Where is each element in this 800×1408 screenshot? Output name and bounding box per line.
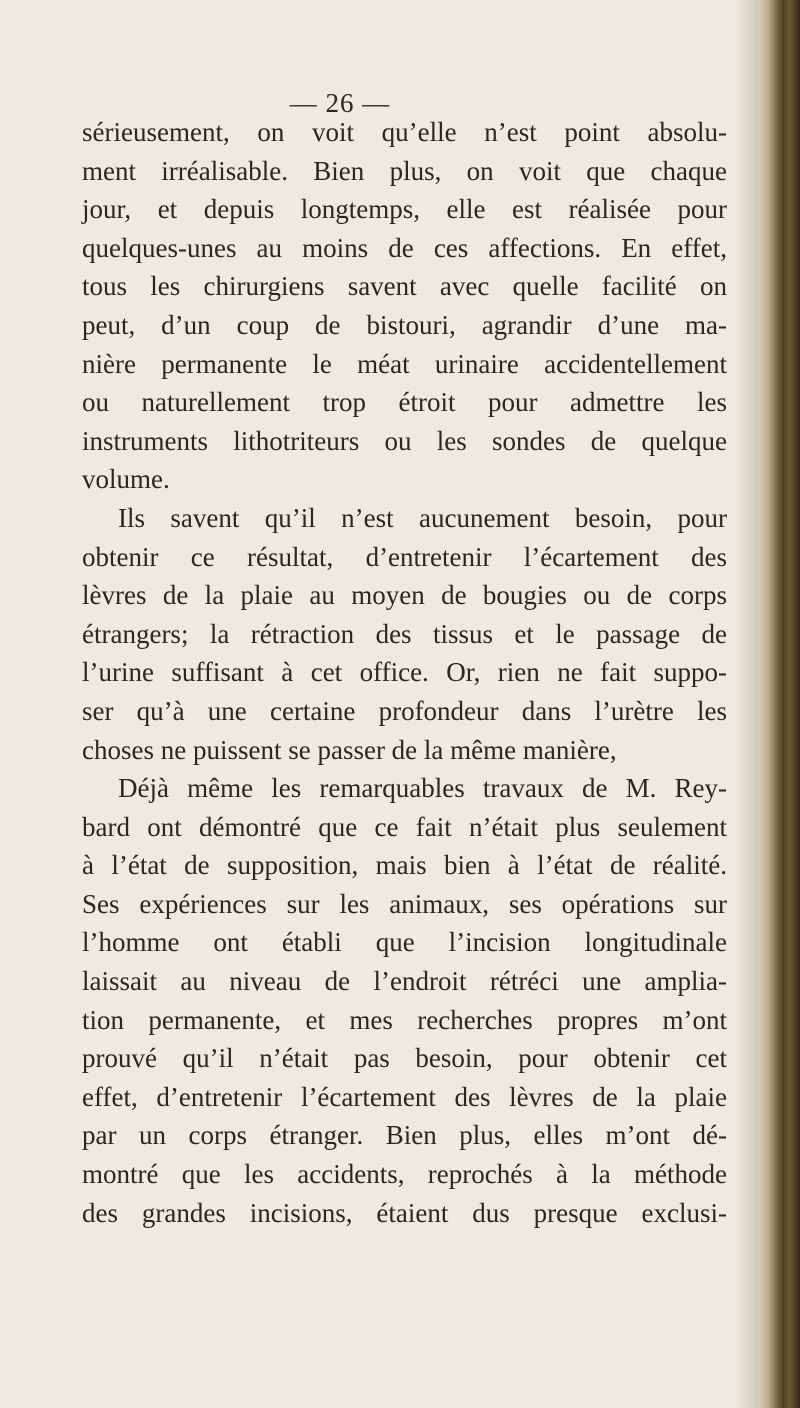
text-line: instruments lithotriteurs ou les sondes de quelque [82,425,727,456]
text-line: ment irréalisable. Bien plus, on voit que chaque [82,155,727,186]
text-line: bard ont démontré que ce fait n’était plus seulement [82,811,727,842]
text-line: Ses expériences sur les animaux, ses opérations sur [82,888,727,919]
text-line: choses ne puissent se passer de la même manière, [82,734,617,765]
binding-shadow [736,0,758,1408]
text-line: ser qu’à une certaine profondeur dans l’urètre les [82,695,727,726]
page-number: — 26 — [289,88,391,118]
text-line: tion permanente, et mes recherches propres m’ont [82,1004,727,1035]
text-line: montré que les accidents, reprochés à la méthode [82,1159,727,1190]
text-line: quelques-unes au moins de ces affections. En effet, [82,232,727,263]
text-line: l’homme ont établi que l’incision longitudinale [82,927,727,958]
text-line: volume. [82,464,170,495]
text-line: Déjà même les remarquables travaux de M. Rey- [118,773,727,804]
text-line: Ils savent qu’il n’est aucunement besoin, pour [118,502,727,533]
text-line: sérieusement, on voit qu’elle n’est point absolu- [82,117,727,147]
text-line: obtenir ce résultat, d’entretenir l’écartement des [82,541,727,572]
text-line: effet, d’entretenir l’écartement des lèvres de la plaie [82,1081,727,1112]
text-line: prouvé qu’il n’était pas besoin, pour obtenir cet [82,1043,727,1074]
body-text [82,113,727,1232]
text-line: par un corps étranger. Bien plus, elles m’ont dé- [82,1120,727,1151]
text-line: des grandes incisions, étaient dus presque exclusi- [82,1197,727,1228]
text-line: à l’état de supposition, mais bien à l’état de réalité. [82,850,727,881]
text-line: peut, d’un coup de bistouri, agrandir d’une ma- [82,309,727,340]
text-line: tous les chirurgiens savent avec quelle facilité on [82,271,727,302]
text-line: lèvres de la plaie au moyen de bougies ou de corps [82,580,727,611]
text-line: étrangers; la rétraction des tissus et le passage de [82,618,727,649]
text-line: nière permanente le méat urinaire accidentellement [82,348,727,379]
binding-edge [758,0,800,1408]
text-line: laissait au niveau de l’endroit rétréci une amplia- [82,966,727,997]
text-line: jour, et depuis longtemps, elle est réalisée pour [82,194,727,225]
text-line: ou naturellement trop étroit pour admettre les [82,387,727,418]
text-line: l’urine suffisant à cet office. Or, rien ne fait suppo- [82,657,727,688]
